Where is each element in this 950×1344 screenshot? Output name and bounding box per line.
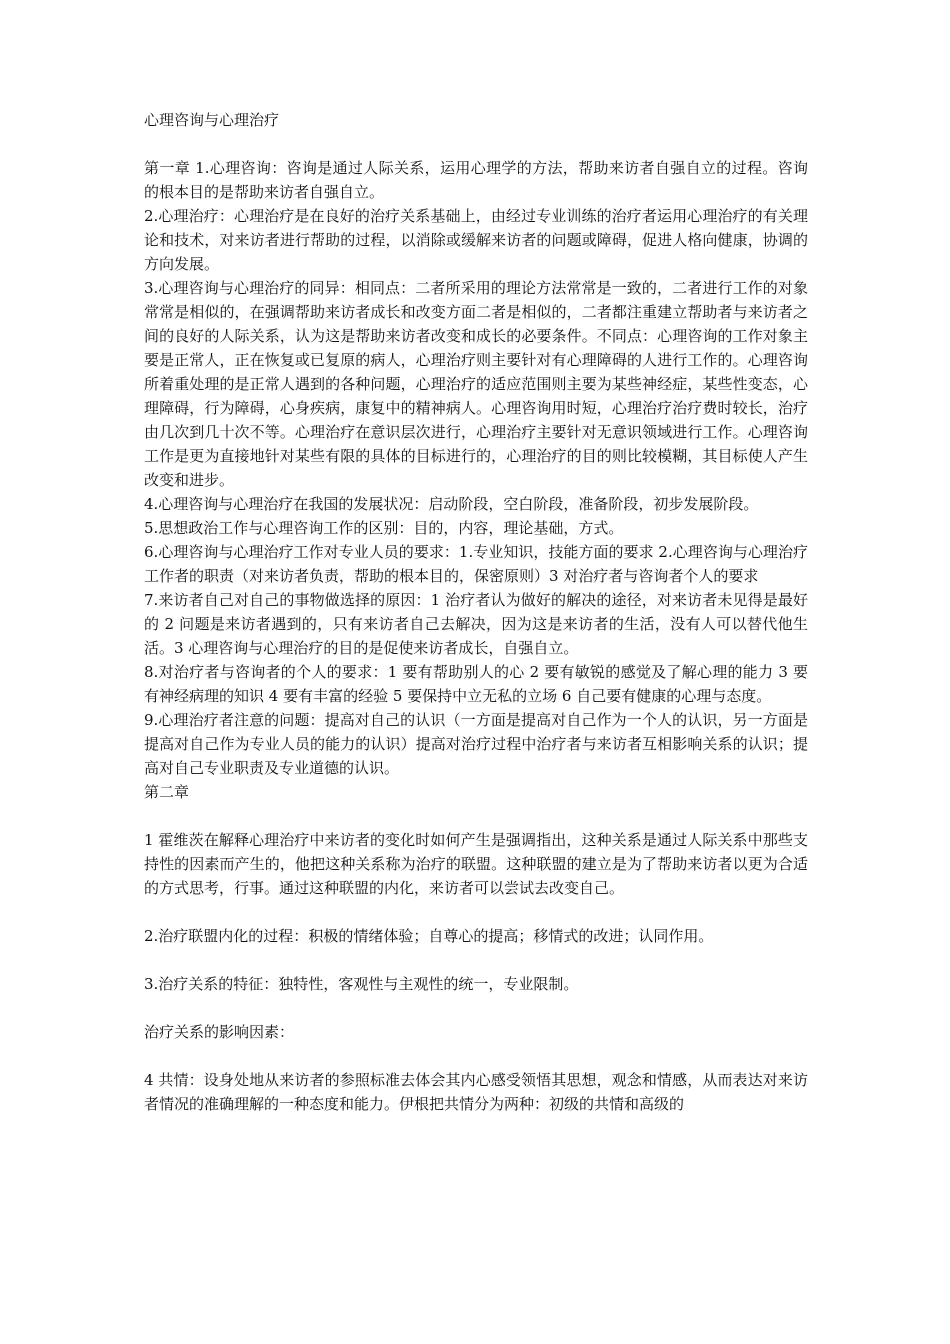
chapter2-paragraph-3: 3.治疗关系的特征：独特性，客观性与主观性的统一，专业限制。 <box>144 975 579 993</box>
chapter2-paragraph-5: 4 共情：设身处地从来访者的参照标准去体会其内心感受领悟其思想，观念和情感，从而表达对来访者情况的准确理解的一种态度和能力。伊根把共情分为两种：初级的共情和高级的 <box>144 1071 808 1113</box>
chapter1-paragraph-7: 7.来访者自己对自己的事物做选择的原因：1 治疗者认为做好的解决的途径，对来访者未见得是最好的 2 问题是来访者遇到的，只有来访者自己去解决，因为这是来访者的生活，没有人可以替代他生活。3 心理咨询与心理治疗的目的是促使来访者成长，自强自立。 <box>144 591 808 657</box>
chapter1-paragraph-9: 9.心理治疗者注意的问题：提高对自己的认识（一方面是提高对自己作为一个人的认识，另一方面是提高对自己作为专业人员的能力的认识）提高对治疗过程中治疗者与来访者互相影响关系的认识；提高对自己专业职责及专业道德的认识。 <box>144 711 808 777</box>
document-title: 心理咨询与心理治疗 <box>144 111 280 129</box>
chapter1-paragraph-2: 2.心理治疗：心理治疗是在良好的治疗关系基础上，由经过专业训练的治疗者运用心理治疗的有关理论和技术，对来访者进行帮助的过程，以消除或缓解来访者的问题或障碍，促进人格向健康，协调的方向发展。 <box>144 207 808 273</box>
document-page <box>144 108 808 1116</box>
chapter1-paragraph-6: 6.心理咨询与心理治疗工作对专业人员的要求：1.专业知识，技能方面的要求 2.心理咨询与心理治疗工作者的职责（对来访者负责，帮助的根本目的，保密原则）3 对治疗者与咨询者个人的要求 <box>144 543 808 585</box>
chapter1-paragraph-4: 4.心理咨询与心理治疗在我国的发展状况：启动阶段，空白阶段，准备阶段，初步发展阶段。 <box>144 495 759 513</box>
chapter2-paragraph-4: 治疗关系的影响因素： <box>144 1023 295 1041</box>
chapter2-paragraph-1: 1 霍维茨在解释心理治疗中来访者的变化时如何产生是强调指出，这种关系是通过人际关系中那些支持性的因素而产生的，他把这种关系称为治疗的联盟。这种联盟的建立是为了帮助来访者以更为合适的方式思考，行事。通过这种联盟的内化，来访者可以尝试去改变自己。 <box>144 831 808 897</box>
chapter1-paragraph-3: 3.心理咨询与心理治疗的同异：相同点：二者所采用的理论方法常常是一致的，二者进行工作的对象常常是相似的，在强调帮助来访者成长和改变方面二者是相似的，二者都注重建立帮助者与来访者之间的良好的人际关系，认为这是帮助来访者改变和成长的必要条件。不同点：心理咨询的工作对象主要是正常人，正在恢复或已复原的病人，心理治疗则主要针对有心理障碍的人进行工作的。心理咨询所着重处理的是正常人遇到的各种问题，心理治疗的适应范围则主要为某些神经症，某些性变态，心理障碍，行为障碍，心身疾病，康复中的精神病人。心理咨询用时短，心理治疗治疗费时较长，治疗由几次到几十次不等。心理治疗在意识层次进行，心理治疗主要针对无意识领域进行工作。心理咨询工作是更为直接地针对某些有限的具体的目标进行的，心理治疗的目的则比较模糊，其目标使人产生改变和进步。 <box>144 279 808 489</box>
chapter2-paragraph-2: 2.治疗联盟内化的过程：积极的情绪体验；自尊心的提高；移情式的改进；认同作用。 <box>144 927 714 945</box>
chapter2-heading: 第二章 <box>144 783 190 801</box>
chapter1-paragraph-5: 5.思想政治工作与心理咨询工作的区别：目的，内容，理论基础，方式。 <box>144 519 624 537</box>
chapter1-paragraph-8: 8.对治疗者与咨询者的个人的要求：1 要有帮助别人的心 2 要有敏锐的感觉及了解心理的能力 3 要有神经病理的知识 4 要有丰富的经验 5 要保持中立无私的立场 6 自己要有健康的心理与态度。 <box>144 663 808 705</box>
chapter1-paragraph-1: 第一章 1.心理咨询：咨询是通过人际关系，运用心理学的方法，帮助来访者自强自立的过程。咨询的根本目的是帮助来访者自强自立。 <box>144 159 808 201</box>
